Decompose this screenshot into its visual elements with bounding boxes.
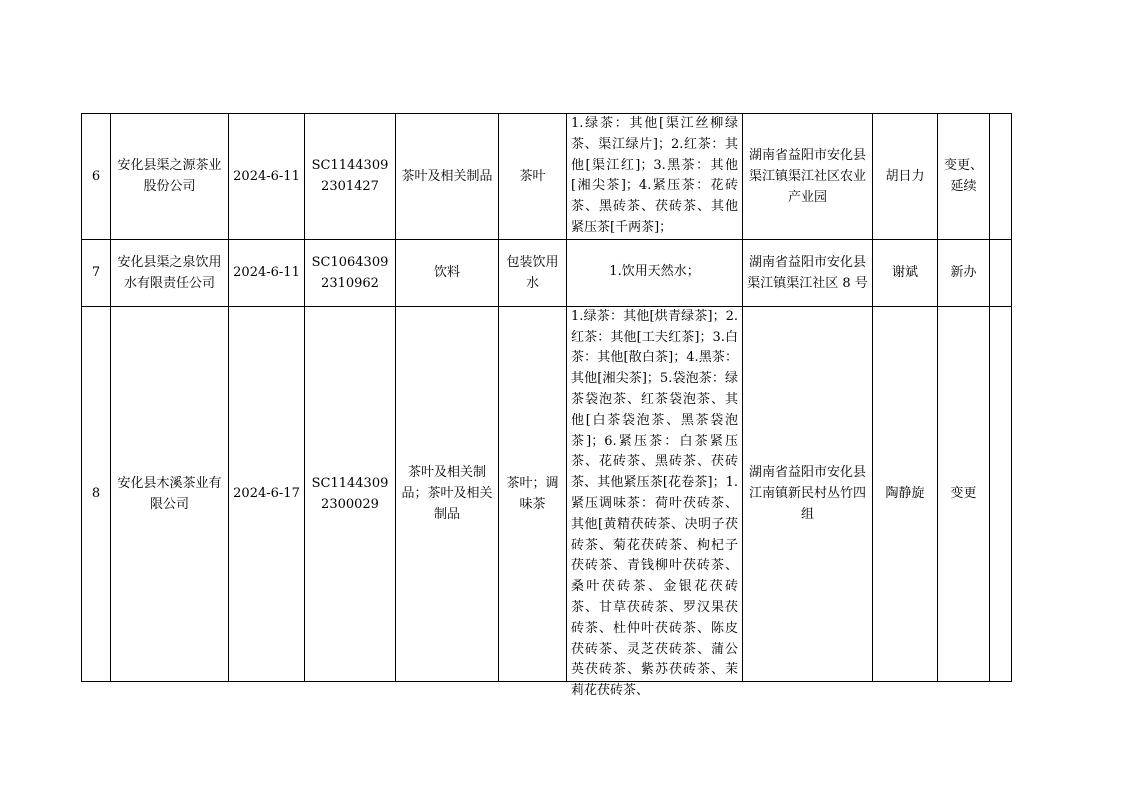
cell-product: 茶叶 [499, 114, 567, 240]
cell-product: 茶叶；调味茶 [499, 306, 567, 681]
table-row [82, 306, 1012, 681]
cell-company: 安化县渠之源茶业股份公司 [111, 114, 229, 240]
cell-license: SC11443092300029 [305, 306, 396, 681]
cell-person: 谢斌 [873, 239, 938, 306]
cell-action: 变更、延续 [938, 114, 990, 240]
cell-category: 饮料 [396, 239, 499, 306]
cell-license: SC10643092310962 [305, 239, 396, 306]
cell-remark [990, 306, 1012, 681]
cell-scope: 1.绿茶：其他[烘青绿茶]；2.红茶：其他[工夫红茶]；3.白茶：其他[散白茶]；4.黑茶：其他[湘尖茶]；5.袋泡茶：绿茶袋泡茶、红茶袋泡茶、其他[白茶袋泡茶、黑茶袋泡茶]；6.紧压茶：白茶紧压茶、花砖茶、黑砖茶、茯砖茶、其他紧压茶[花卷茶]；1.紧压调味茶：荷叶茯砖茶、其他[黄精茯砖茶、决明子茯砖茶、菊花茯砖茶、枸杞子茯砖茶、青钱柳叶茯砖茶、桑叶茯砖茶、金银花茯砖茶、甘草茯砖茶、罗汉果茯砖茶、杜仲叶茯砖茶、陈皮茯砖茶、灵芝茯砖茶、蒲公英茯砖茶、紫苏茯砖茶、茉莉花茯砖茶、 [571, 308, 738, 699]
cell-person: 胡日力 [873, 114, 938, 240]
cell-person: 陶静旋 [873, 306, 938, 681]
cell-address: 湖南省益阳市安化县渠江镇渠江社区农业产业园 [743, 114, 873, 240]
cell-date: 2024-6-11 [229, 239, 305, 306]
cell-no: 7 [82, 239, 111, 306]
cell-category: 茶叶及相关制品；茶叶及相关制品 [396, 306, 499, 681]
cell-company: 安化县木溪茶业有限公司 [111, 306, 229, 681]
cell-address: 湖南省益阳市安化县渠江镇渠江社区 8 号 [743, 239, 873, 306]
cell-remark [990, 239, 1012, 306]
cell-product: 包装饮用水 [499, 239, 567, 306]
cell-scope: 1.绿茶：其他[渠江丝柳绿茶、渠江绿片]；2.红茶：其他[渠江红]；3.黑茶：其他[湘尖茶]；4.紧压茶：花砖茶、黑砖茶、茯砖茶、其他紧压茶[千两茶]； [567, 114, 743, 240]
cell-date: 2024-6-11 [229, 114, 305, 240]
cell-action: 新办 [938, 239, 990, 306]
cell-category: 茶叶及相关制品 [396, 114, 499, 240]
cell-no: 8 [82, 306, 111, 681]
cell-scope-wrapper [567, 306, 743, 699]
cell-company: 安化县渠之泉饮用水有限责任公司 [111, 239, 229, 306]
table-row [82, 239, 1012, 306]
cell-date: 2024-6-17 [229, 306, 305, 681]
cell-action: 变更 [938, 306, 990, 681]
table-row [82, 114, 1012, 240]
cell-license: SC11443092301427 [305, 114, 396, 240]
license-table [81, 113, 1012, 699]
cell-address: 湖南省益阳市安化县江南镇新民村丛竹四组 [743, 306, 873, 681]
cell-no: 6 [82, 114, 111, 240]
cell-scope: 1.饮用天然水； [567, 239, 743, 306]
cell-remark [990, 114, 1012, 240]
